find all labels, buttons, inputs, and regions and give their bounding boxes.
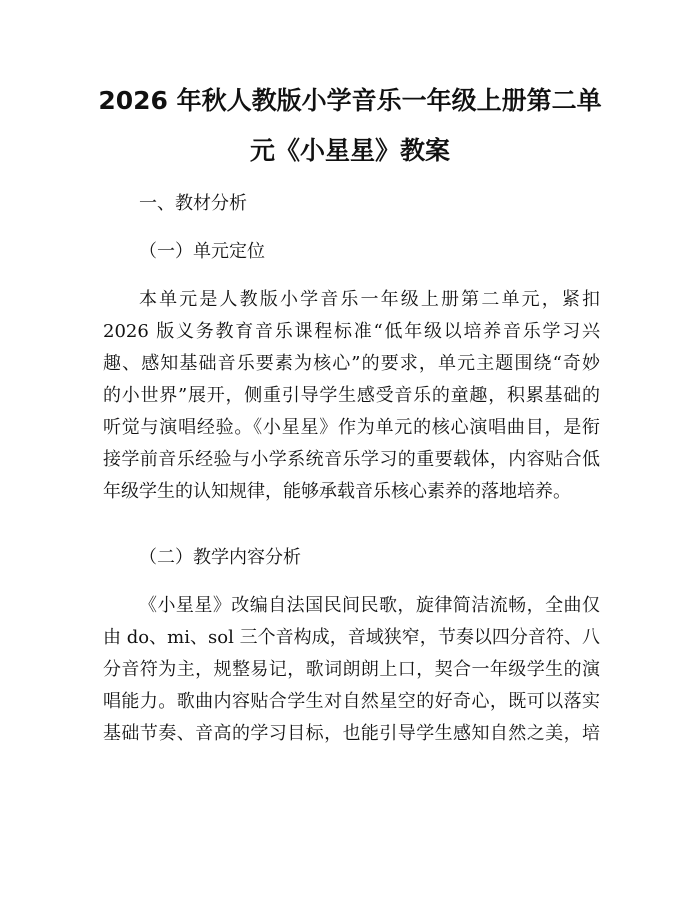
paragraph-2-line-1: 《小星星》改编自法国民间民歌，旋律简洁流畅，全曲仅 — [139, 595, 600, 616]
document-title-line-1: 2026 年秋人教版小学音乐一年级上册第二单 — [98, 86, 602, 115]
paragraph-1-line-7: 年级学生的认知规律，能够承载音乐核心素养的落地培养。 — [103, 481, 571, 502]
section-heading-teaching-material-analysis: 一、教材分析 — [139, 193, 247, 214]
paragraph-1-line-5: 听觉与演唱经验。《小星星》作为单元的核心演唱曲目，是衔 — [103, 417, 600, 438]
paragraph-1-line-3: 趣、感知基础音乐要素为核心”的要求，单元主题围绕“奇妙 — [103, 353, 600, 374]
paragraph-1-line-4: 的小世界”展开，侧重引导学生感受音乐的童趣，积累基础的 — [103, 385, 600, 406]
paragraph-2-line-4: 唱能力。歌曲内容贴合学生对自然星空的好奇心，既可以落实 — [103, 691, 600, 712]
paragraph-1-line-6: 接学前音乐经验与小学系统音乐学习的重要载体，内容贴合低 — [103, 449, 600, 470]
subsection-heading-teaching-content-analysis: （二）教学内容分析 — [139, 547, 301, 568]
document-title-line-2: 元《小星星》教案 — [249, 136, 450, 165]
paragraph-2-line-2: 由 do、mi、sol 三个音构成，音域狭窄，节奏以四分音符、八 — [103, 627, 600, 648]
paragraph-1-line-1: 本单元是人教版小学音乐一年级上册第二单元，紧扣 — [139, 289, 600, 310]
paragraph-2-line-5: 基础节奏、音高的学习目标，也能引导学生感知自然之美，培 — [103, 723, 600, 744]
subsection-heading-unit-positioning: （一）单元定位 — [139, 241, 265, 262]
paragraph-2-line-3: 分音符为主，规整易记，歌词朗朗上口，契合一年级学生的演 — [103, 659, 600, 680]
paragraph-1-line-2: 2026 版义务教育音乐课程标准“低年级以培养音乐学习兴 — [103, 321, 600, 342]
